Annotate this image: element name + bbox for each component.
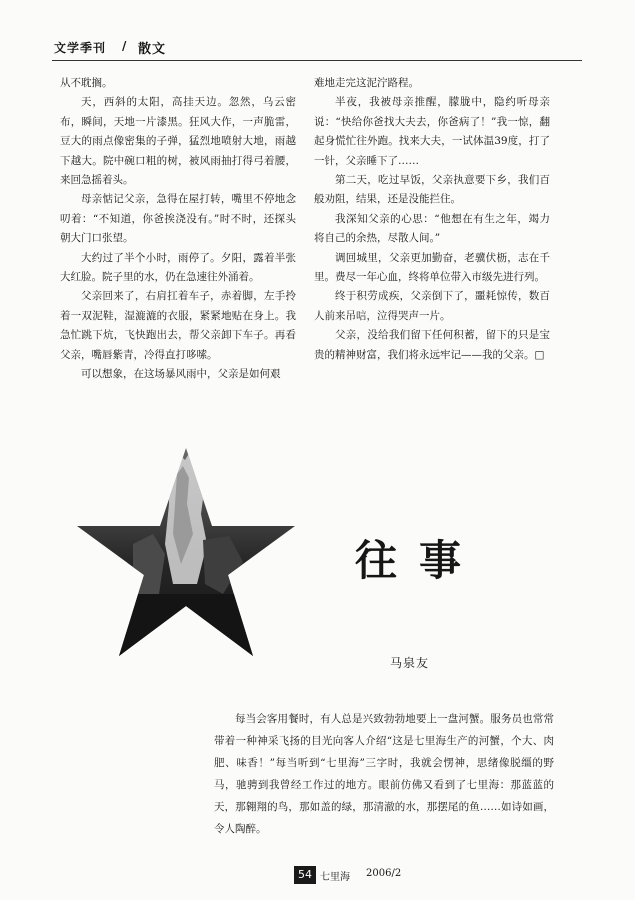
journal-name: 文学季刊 bbox=[54, 41, 107, 55]
paragraph: 我深知父亲的心思：“他想在有生之年，竭力将自己的余热，尽散人间。” bbox=[314, 212, 550, 245]
paragraph: 母亲惦记父亲，急得在屋打转，嘴里不停地念叨着：“不知道，你爸挨浇没有。”时不时，还探头朝大门口张望。 bbox=[60, 193, 296, 245]
paragraph: 天，西斜的太阳，高挂天边。忽然，乌云密布，瞬间，天地一片漆黑。狂风大作，一声脆雷，豆大的雨点像密集的子弹，猛烈地喷射大地，雨越下越大。院中碗口粗的树，被风雨抽打得弓着腰，来回急摇着头。 bbox=[60, 96, 296, 187]
paragraph: 难地走完这泥泞路程。 bbox=[314, 77, 419, 89]
paragraph: 父亲，没给我们留下任何积蓄，留下的只是宝贵的精神财富，我们将永远牢记——我的父亲。□ bbox=[314, 329, 550, 361]
paragraph: 可以想象，在这场暴风雨中，父亲是如何艰 bbox=[81, 368, 281, 381]
article2-body bbox=[214, 708, 554, 840]
article2-author: 马泉友 bbox=[390, 656, 430, 670]
paragraph: 每当会客用餐时，有人总是兴致勃勃地要上一盘河蟹。服务员也常常带着一种神采飞扬的目光向客人介绍“这是七里海生产的河蟹，个大、肉肥、味香！”每当听到“七里海”三字时，我就会愣神，思绪像脱缰的野马，驰骋到我曾经工作过的地方。眼前仿佛又看到了七里海：那蓝蓝的天，那翱翔的鸟，那如盖的绿，那清澈的水，那摆尾的鱼……如诗如画，令人陶醉。 bbox=[214, 713, 554, 835]
article1-left-column bbox=[60, 74, 296, 385]
paragraph: 大约过了半个小时，雨停了。夕阳，露着半张大红脸。院子里的水，仍在急速往外涌着。 bbox=[60, 251, 296, 284]
issue-number: 2006/2 bbox=[366, 868, 402, 879]
paragraph: 父亲回来了，右肩扛着车子，赤着脚，左手拎着一双泥鞋，湿漉漉的衣服，紧紧地贴在身上。我急忙跳下炕，飞快跑出去，帮父亲卸下车子。再看父亲，嘴唇紫青，冷得直打哆嗦。 bbox=[60, 290, 296, 361]
article2-title: 往事 bbox=[355, 536, 484, 585]
header-separator: / bbox=[122, 39, 127, 53]
publication-name: 七里海 bbox=[320, 872, 350, 883]
article1-right-column bbox=[314, 74, 550, 365]
paragraph: 半夜，我被母亲推醒，朦胧中，隐约听母亲说：“快给你爸找大夫去，你爸病了！”我一惊，翻起身慌忙往外跑。找来大夫，一试体温39度，打了一针，父亲睡下了…… bbox=[314, 96, 550, 167]
section-name: 散文 bbox=[138, 42, 167, 57]
star-photo-illustration bbox=[73, 444, 299, 660]
paragraph: 从不耽搁。 bbox=[60, 77, 113, 89]
page-number: 54 bbox=[294, 866, 316, 884]
paragraph: 第二天，吃过早饭，父亲执意要下乡，我们百般劝阻，结果，还是没能拦住。 bbox=[314, 174, 550, 206]
running-header bbox=[52, 36, 582, 61]
star-icon bbox=[73, 444, 299, 660]
paragraph: 调回城里，父亲更加勤奋，老骥伏枥，志在千里。费尽一年心血，终将单位带入市级先进行列。 bbox=[314, 251, 550, 284]
paragraph: 终于积劳成疾，父亲倒下了，噩耗惊传，数百人前来吊唁，泣得哭声一片。 bbox=[314, 290, 550, 322]
